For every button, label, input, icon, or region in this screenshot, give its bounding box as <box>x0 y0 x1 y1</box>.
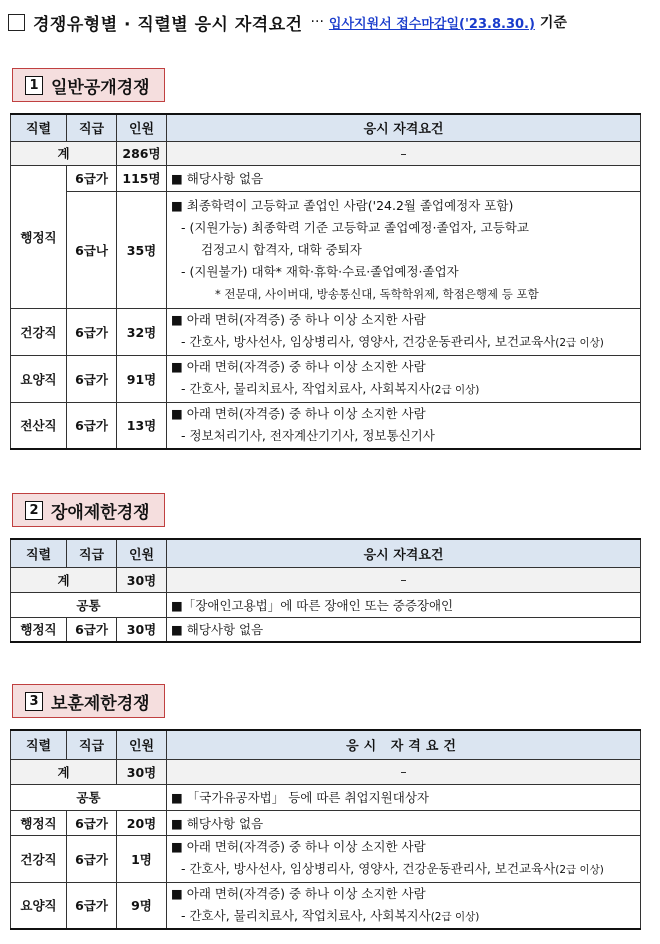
count-cell: 9명 <box>117 882 167 929</box>
col-series: 직렬 <box>11 730 67 759</box>
section-number: 2 <box>25 501 43 520</box>
total-req: – <box>167 759 641 784</box>
total-req: – <box>167 141 641 165</box>
req-text: - 간호사, 방사선사, 임상병리사, 영양사, 건강운동관리사, 보건교육사 <box>181 861 556 876</box>
section-title: 장애제한경쟁 <box>51 502 150 523</box>
req-cell: ■ 「국가유공자법」 등에 따른 취업지원대상자 <box>167 784 641 810</box>
col-grade: 직급 <box>67 539 117 567</box>
series-cell: 행정직 <box>11 165 67 308</box>
req-line: ■ 아래 면허(자격증) 중 하나 이상 소지한 사람 <box>171 312 426 327</box>
col-req: 응시 자격요건 <box>167 114 641 141</box>
grade-cell: 6급가 <box>67 882 117 929</box>
total-req: – <box>167 567 641 592</box>
req-line: - 정보처리기사, 전자계산기기사, 정보통신기사 <box>181 428 435 444</box>
section-number: 1 <box>25 76 43 95</box>
req-line: ■ 아래 면허(자격증) 중 하나 이상 소지한 사람 <box>171 359 426 374</box>
req-text: - 간호사, 방사선사, 임상병리사, 영양사, 건강운동관리사, 보건교육사 <box>181 334 556 349</box>
req-cell <box>167 355 641 402</box>
general-table <box>10 113 641 450</box>
count-cell: 32명 <box>117 308 167 355</box>
common-label: 공통 <box>11 592 167 617</box>
req-line: - (지원가능) 최종학력 기준 고등학교 졸업예정·졸업자, 고등학교 <box>181 219 529 235</box>
total-label: 계 <box>11 759 117 784</box>
req-line <box>171 905 636 928</box>
req-line <box>171 331 636 354</box>
total-label: 계 <box>11 567 117 592</box>
grade-cell: 6급나 <box>67 191 117 308</box>
col-count: 인원 <box>117 114 167 141</box>
grade-cell: 6급가 <box>67 835 117 882</box>
req-suffix: (2급 이상) <box>555 864 604 876</box>
common-label: 공통 <box>11 784 167 810</box>
table-row <box>11 141 641 165</box>
section-title: 일반공개경쟁 <box>51 77 150 98</box>
total-count: 30명 <box>117 567 167 592</box>
req-cell <box>167 835 641 882</box>
req-line <box>171 378 636 401</box>
series-cell: 전산직 <box>11 402 67 449</box>
grade-cell: 6급가 <box>67 308 117 355</box>
table-row <box>11 617 641 642</box>
col-grade: 직급 <box>67 114 117 141</box>
req-cell <box>167 402 641 449</box>
table-row <box>11 355 641 402</box>
table-row <box>11 882 641 929</box>
col-series: 직렬 <box>11 539 67 567</box>
page-title: 경쟁유형별 · 직렬별 응시 자격요건 <box>33 14 303 35</box>
series-cell: 건강직 <box>11 308 67 355</box>
grade-cell: 6급가 <box>67 402 117 449</box>
section-title: 보훈제한경쟁 <box>51 693 150 714</box>
req-line: - (지원불가) 대학* 재학·휴학·수료·졸업예정·졸업자 <box>181 263 459 279</box>
grade-cell: 6급가 <box>67 355 117 402</box>
page-header <box>8 8 648 36</box>
req-cell: ■ 해당사항 없음 <box>167 810 641 835</box>
series-cell: 행정직 <box>11 617 67 642</box>
req-line: ■ 아래 면허(자격증) 중 하나 이상 소지한 사람 <box>171 839 426 854</box>
req-cell: ■「장애인고용법」에 따른 장애인 또는 중증장애인 <box>167 592 641 617</box>
table-row <box>11 835 641 882</box>
req-suffix: (2급 이상) <box>430 910 480 923</box>
count-cell: 20명 <box>117 810 167 835</box>
section-heading-general <box>12 68 165 102</box>
checkbox-icon <box>8 14 25 31</box>
series-cell: 요양직 <box>11 882 67 929</box>
req-text: - 간호사, 물리치료사, 작업치료사, 사회복지사 <box>181 381 431 396</box>
req-line: ■ 아래 면허(자격증) 중 하나 이상 소지한 사람 <box>171 885 426 901</box>
count-cell: 30명 <box>117 617 167 642</box>
veteran-table <box>10 729 641 930</box>
count-cell: 35명 <box>117 191 167 308</box>
table-row <box>11 759 641 784</box>
req-cell <box>167 191 641 308</box>
total-count: 286명 <box>117 141 167 165</box>
req-suffix: (2급 이상) <box>555 337 604 349</box>
series-cell: 요양직 <box>11 355 67 402</box>
req-cell <box>167 882 641 929</box>
col-req: 응시 자격요건 <box>167 539 641 567</box>
deadline-link[interactable]: 입사지원서 접수마감일('23.8.30.) <box>328 16 535 32</box>
table-row <box>11 592 641 617</box>
count-cell: 115명 <box>117 165 167 191</box>
table-row <box>11 567 641 592</box>
header-tail: 기준 <box>539 15 567 31</box>
req-cell <box>167 308 641 355</box>
req-cell: ■ 해당사항 없음 <box>167 617 641 642</box>
count-cell: 91명 <box>117 355 167 402</box>
table-row <box>11 784 641 810</box>
grade-cell: 6급가 <box>67 810 117 835</box>
table-row <box>11 165 641 191</box>
req-line: ■ 아래 면허(자격증) 중 하나 이상 소지한 사람 <box>171 406 426 422</box>
table-row <box>11 308 641 355</box>
count-cell: 13명 <box>117 402 167 449</box>
grade-cell: 6급가 <box>67 617 117 642</box>
col-count: 인원 <box>117 730 167 759</box>
table-row <box>11 810 641 835</box>
col-grade: 직급 <box>67 730 117 759</box>
section-heading-disabled <box>12 493 165 527</box>
total-count: 30명 <box>117 759 167 784</box>
req-cell: ■ 해당사항 없음 <box>167 165 641 191</box>
disabled-table <box>10 538 641 643</box>
col-series: 직렬 <box>11 114 67 141</box>
section-number: 3 <box>25 692 43 711</box>
series-cell: 행정직 <box>11 810 67 835</box>
table-row <box>11 191 641 308</box>
col-req: 응시 자격요건 <box>167 730 641 759</box>
count-cell: 1명 <box>117 835 167 882</box>
req-line <box>171 858 636 881</box>
series-cell: 건강직 <box>11 835 67 882</box>
header-dots: ··· <box>310 14 324 30</box>
req-line: 검정고시 합격자, 대학 중퇴자 <box>201 241 362 257</box>
grade-cell: 6급가 <box>67 165 117 191</box>
req-text: - 간호사, 물리치료사, 작업치료사, 사회복지사 <box>181 907 431 923</box>
col-count: 인원 <box>117 539 167 567</box>
total-label: 계 <box>11 141 117 165</box>
section-heading-veteran <box>12 684 165 718</box>
req-note: * 전문대, 사이버대, 방송통신대, 독학학위제, 학점은행제 등 포함 <box>215 286 539 301</box>
req-line: ■ 최종학력이 고등학교 졸업인 사람('24.2월 졸업예정자 포함) <box>171 197 514 213</box>
req-suffix: (2급 이상) <box>430 384 480 396</box>
table-row <box>11 402 641 449</box>
